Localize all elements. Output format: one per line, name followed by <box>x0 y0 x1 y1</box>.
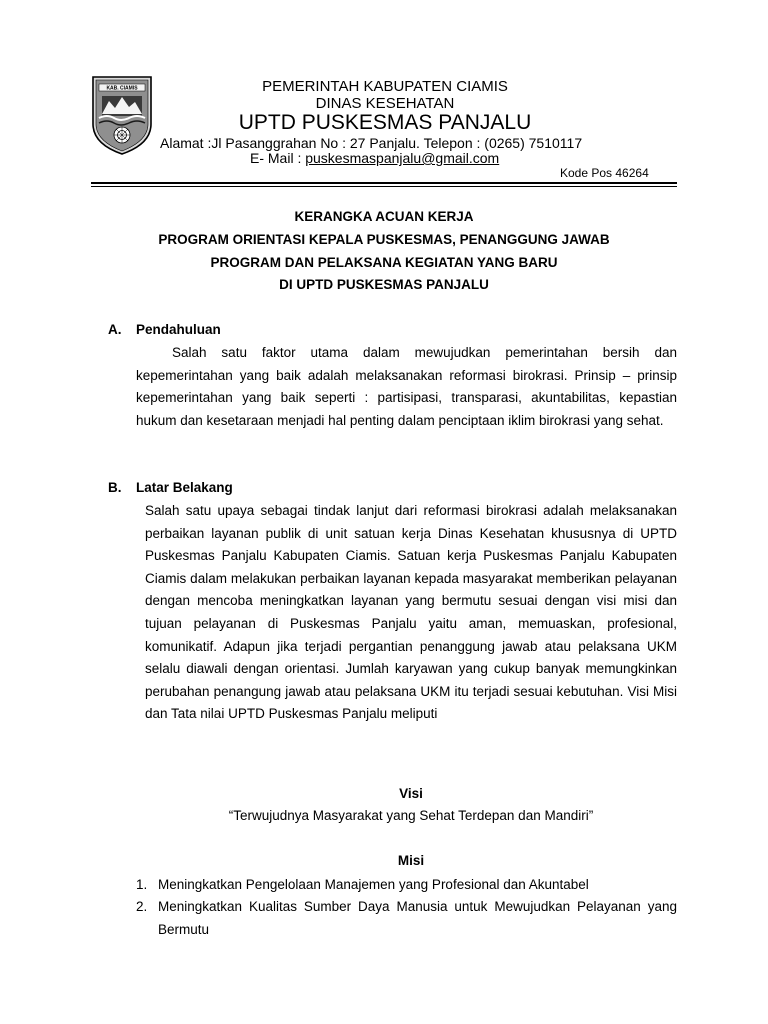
section-title: Latar Belakang <box>136 480 233 495</box>
section-a-paragraph: Salah satu faktor utama dalam mewujudkan pemerintahan bersih dan kepemerintahan yang baik adalah melaksanakan reformasi birokrasi. Prinsip – prinsip kepemerintahan yang baik seperti : partisipasi, transparasi, akuntabilitas, kepastian hukum dan kesetaraan menjadi hal penting dalam penciptaan iklim birokrasi yang sehat. <box>136 345 677 428</box>
header-email-line <box>250 150 499 166</box>
logo-text: KAB. CIAMIS <box>106 85 138 92</box>
doc-title-line-1: KERANGKA ACUAN KERJA <box>294 209 474 224</box>
header-government: PEMERINTAH KABUPATEN CIAMIS <box>262 78 508 95</box>
kabupaten-ciamis-logo <box>89 74 155 156</box>
section-b-paragraph: Salah satu upaya sebagai tindak lanjut dari reformasi birokrasi adalah melaksanakan perbaikan layanan publik di unit satuan kerja Dinas Kesehatan khususnya di UPTD Puskesmas Panjalu Kabupaten Ciamis. Satuan kerja Puskesmas Panjalu Kabupaten Ciamis dalam melakukan perbaikan layanan kepada masyarakat memberikan pelayanan dengan mencoba meningkatkan layanan yang bermutu sesuai dengan visi misi dan tujuan pelayanan di Puskesmas Panjalu yaitu aman, memuaskan, profesional, komunikatif. Adapun jika terjadi pergantian penanggung jawab atau pelaksana UKM selalu diawali dengan orientasi. Jumlah karyawan yang cukup banyak memungkinkan perubahan penangung jawab atau pelaksana UKM itu terjadi sesuai kebutuhan. Visi Misi dan Tata nilai UPTD Puskesmas Panjalu meliputi <box>145 503 677 722</box>
postal-code: Kode Pos 46264 <box>560 166 649 180</box>
doc-title-line-2: PROGRAM ORIENTASI KEPALA PUSKESMAS, PENANGGUNG JAWAB <box>158 232 610 247</box>
email-link[interactable]: puskesmaspanjalu@gmail.com <box>305 150 500 166</box>
misi-list-item <box>136 874 677 897</box>
email-label: E- Mail : <box>250 150 306 166</box>
misi-item-text: Meningkatkan Kualitas Sumber Daya Manusia untuk Mewujudkan Pelayanan yang Bermutu <box>158 899 677 937</box>
visi-heading: Visi <box>399 786 423 801</box>
header-unit: UPTD PUSKESMAS PANJALU <box>238 111 532 134</box>
header-address: Alamat :Jl Pasanggrahan No : 27 Panjalu. Telepon : (0265) 7510117 <box>160 135 583 151</box>
section-heading-b <box>108 480 233 495</box>
doc-title-line-3: PROGRAM DAN PELAKSANA KEGIATAN YANG BARU <box>210 255 558 270</box>
section-letter: B. <box>108 480 122 495</box>
section-letter: A. <box>108 322 122 337</box>
misi-item-number: 1. <box>136 877 148 892</box>
header-divider-thin <box>91 186 677 187</box>
misi-item-text: Meningkatkan Pengelolaan Manajemen yang Profesional dan Akuntabel <box>158 877 589 892</box>
header-agency: DINAS KESEHATAN <box>315 95 455 112</box>
section-heading-a <box>108 322 221 337</box>
misi-heading: Misi <box>397 853 425 868</box>
visi-statement: “Terwujudnya Masyarakat yang Sehat Terdepan dan Mandiri” <box>228 808 594 823</box>
misi-list-item <box>136 896 677 941</box>
section-title: Pendahuluan <box>136 322 221 337</box>
header-divider-thick <box>91 182 677 184</box>
misi-item-number: 2. <box>136 899 148 914</box>
doc-title-line-4: DI UPTD PUSKESMAS PANJALU <box>279 277 489 292</box>
